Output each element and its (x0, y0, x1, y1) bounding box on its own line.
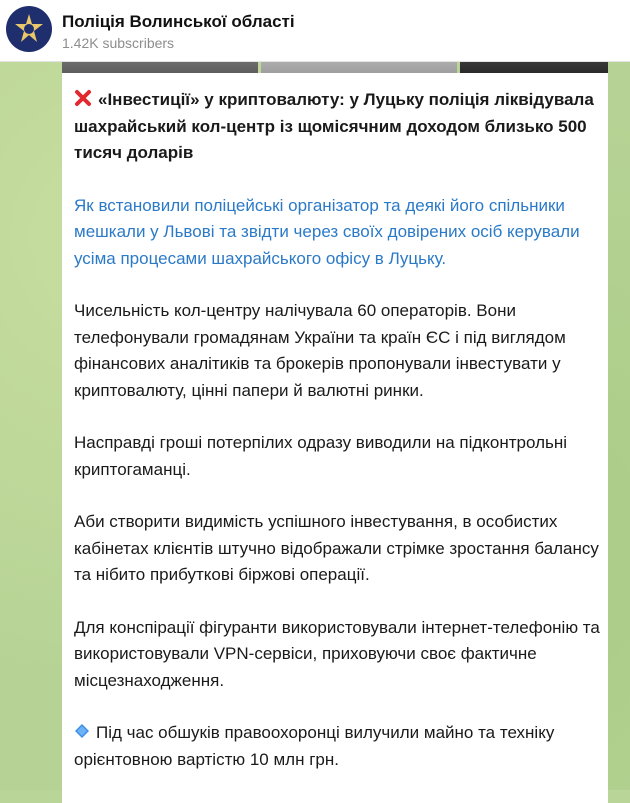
police-emblem-icon (12, 12, 46, 46)
subscriber-count: 1.42K subscribers (62, 35, 175, 51)
paragraph-crypto-wallets: Насправді гроші потерпілих одразу виводили на підконтрольні криптогаманці. (74, 433, 568, 479)
seizure-text: Під час обшуків правоохоронці вилучили майно та техніку орієнтовною вартістю 10 млн грн. (74, 723, 555, 769)
paragraph-seizure (74, 720, 600, 773)
blue-diamond-icon (74, 723, 90, 739)
paragraph-conspiracy: Для конспірації фігуранти використовували інтернет-телефонію та використовували VPN-сервіси, приховуючи своє фактичне місцезнаходження. (74, 617, 600, 690)
message-text (74, 87, 600, 799)
paragraph-operators: Чисельність кол-центру налічувала 60 операторів. Вони телефонували громадянам України та країн ЄС і під виглядом фінансових аналітиків та брокерів пропонували інвестувати у криптовалюту, цінні папери й валютні ринки. (74, 301, 566, 400)
intro-link[interactable]: Як встановили поліцейські організатор та деякі його спільники мешкали у Львові та звідти через своїх довірених осіб керували усіма процесами шахрайського офісу в Луцьку. (74, 195, 580, 268)
paragraph-fake-balance: Аби створити видимість успішного інвестування, в особистих кабінетах клієнтів штучно відображали стрімке зростання балансу та нібито прибуткові біржові операції. (74, 512, 599, 584)
post-headline (74, 87, 600, 167)
channel-title: Поліція Волинської області (62, 12, 295, 31)
channel-header[interactable] (0, 0, 630, 62)
avatar[interactable] (6, 6, 52, 52)
headline-text: «Інвестиції» у криптовалюту: у Луцьку поліція ліквідувала шахрайський кол-центр із щомісячним доходом близько 500 тисяч доларів (74, 90, 594, 162)
red-cross-icon (74, 89, 92, 107)
message-bubble (62, 73, 608, 803)
